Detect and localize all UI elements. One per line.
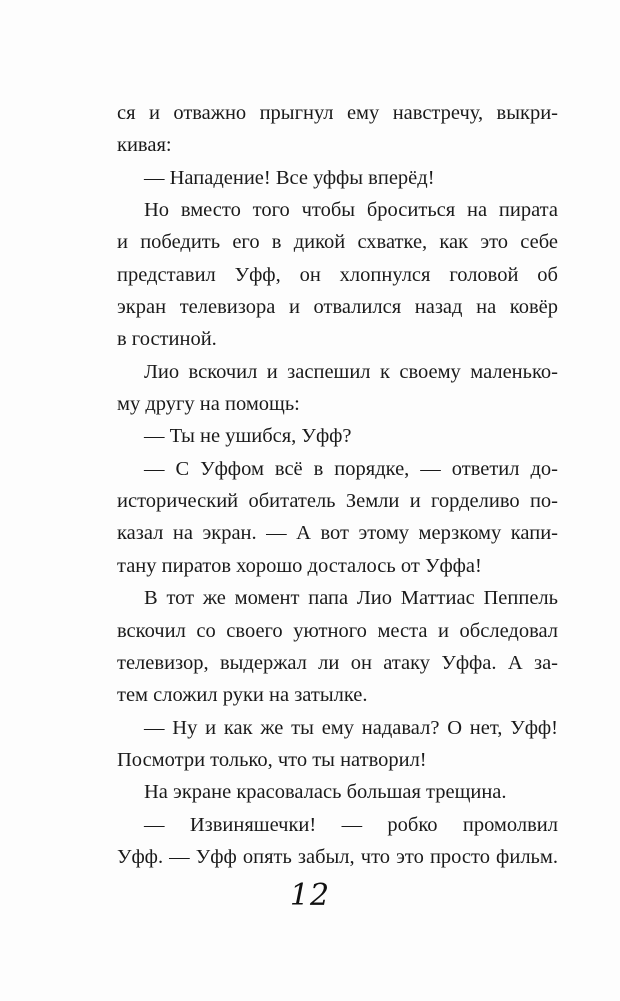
- text-line: представил Уфф, он хлопнулся головой об: [117, 263, 558, 286]
- body-text: [117, 97, 558, 873]
- text-line: — Ты не ушибся, Уфф?: [144, 425, 352, 448]
- text-line: кивая:: [117, 134, 172, 157]
- text-line: тану пиратов хорошо досталось от Уффа!: [117, 554, 482, 577]
- page-number: 12: [289, 878, 331, 913]
- text-line: Уфф. — Уфф опять забыл, что это просто фильм.: [117, 845, 558, 868]
- text-line: исторический обитатель Земли и горделиво по-: [117, 490, 558, 513]
- text-line: в гостиной.: [117, 328, 217, 351]
- text-line: — С Уффом всё в порядке, — ответил до-: [144, 457, 558, 480]
- text-line: Посмотри только, что ты натворил!: [117, 748, 427, 771]
- text-line: — Ну и как же ты ему надавал? О нет, Уфф!: [144, 716, 558, 739]
- text-line: казал на экран. — А вот этому мерзкому капи-: [117, 522, 558, 545]
- text-line: вскочил со своего уютного места и обследовал: [117, 619, 558, 642]
- text-line: телевизор, выдержал ли он атаку Уффа. А за-: [117, 651, 558, 674]
- text-line: — Извиняшечки! — робко промолвил: [144, 813, 558, 836]
- text-line: Лио вскочил и заспешил к своему маленько-: [144, 360, 558, 383]
- text-line: На экране красовалась большая трещина.: [144, 781, 507, 804]
- text-line: ся и отважно прыгнул ему навстречу, выкри-: [117, 102, 558, 124]
- text-line: — Нападение! Все уффы вперёд!: [144, 166, 435, 189]
- text-line: Но вместо того чтобы броситься на пирата: [144, 199, 558, 222]
- text-line: тем сложил руки на затылке.: [117, 684, 368, 707]
- text-line: В тот же момент папа Лио Маттиас Пеппель: [144, 587, 558, 610]
- text-line: экран телевизора и отвалился назад на ковёр: [117, 296, 558, 319]
- text-line: и победить его в дикой схватке, как это себе: [117, 231, 558, 254]
- text-line: му другу на помощь:: [117, 393, 300, 416]
